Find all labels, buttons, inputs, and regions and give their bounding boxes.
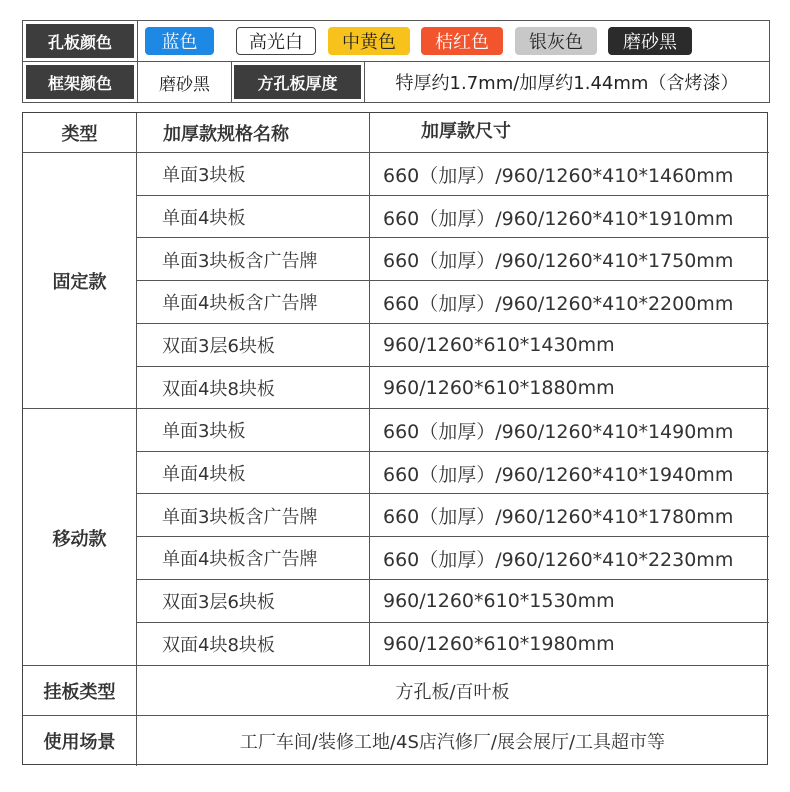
color-chip: 银灰色: [515, 27, 597, 55]
spec-size-cell: 960/1260*610*1530mm: [383, 590, 615, 613]
color-chip: 高光白: [236, 27, 316, 55]
spec-name-cell: 单面4块板: [162, 208, 246, 230]
hang-type-value: 方孔板/百叶板: [395, 682, 510, 703]
color-chip: 中黄色: [328, 27, 410, 55]
spec-name-cell: 单面3块板含广告牌: [162, 506, 318, 528]
scene-label: 使用场景: [43, 732, 116, 753]
group-label-mobile: 移动款: [52, 528, 107, 550]
spec-table: [22, 112, 768, 765]
spec-size-cell: 660（加厚）/960/1260*410*1910mm: [383, 207, 734, 230]
frame-color-label: 框架颜色: [26, 65, 134, 99]
panel-color-row: [23, 21, 769, 62]
scene-value: 工厂车间/装修工地/4S店汽修厂/展会展厅/工具超市等: [239, 732, 666, 753]
spec-name-cell: 单面4块板含广告牌: [162, 293, 318, 315]
col-header-name: 加厚款规格名称: [163, 124, 289, 145]
spec-name-cell: 双面4块8块板: [162, 634, 275, 656]
spec-size-cell: 960/1260*610*1430mm: [383, 334, 615, 357]
spec-size-cell: 660（加厚）/960/1260*410*2230mm: [383, 548, 734, 571]
spec-name-cell: 单面4块板含广告牌: [162, 549, 318, 571]
spec-name-cell: 双面3层6块板: [162, 592, 275, 614]
spec-name-cell: 双面3层6块板: [162, 336, 275, 358]
spec-name-cell: 双面4块8块板: [162, 378, 275, 400]
group-label-fixed: 固定款: [52, 272, 107, 293]
spec-size-cell: 660（加厚）/960/1260*410*2200mm: [383, 292, 734, 315]
spec-name-cell: 单面4块板: [162, 464, 246, 486]
col-header-size: 加厚款尺寸: [421, 121, 511, 142]
spec-name-cell: 单面3块板: [162, 165, 246, 187]
hang-type-label: 挂板类型: [43, 682, 116, 703]
frame-row: [23, 62, 769, 102]
spec-size-cell: 660（加厚）/960/1260*410*1490mm: [383, 420, 734, 443]
spec-size-cell: 660（加厚）/960/1260*410*1460mm: [383, 164, 734, 187]
col-header-type: 类型: [61, 124, 98, 145]
spec-name-cell: 单面3块板含广告牌: [162, 250, 318, 272]
spec-header: [22, 20, 770, 103]
color-chip: 桔红色: [421, 27, 503, 55]
thickness-label: 方孔板厚度: [234, 65, 361, 99]
panel-color-label: 孔板颜色: [26, 24, 134, 58]
spec-size-cell: 660（加厚）/960/1260*410*1750mm: [383, 250, 734, 273]
spec-name-cell: 单面3块板: [162, 421, 246, 443]
color-chip: 蓝色: [145, 27, 214, 55]
spec-size-cell: 960/1260*610*1980mm: [383, 632, 615, 655]
thickness-value: 特厚约1.7mm/加厚约1.44mm（含烤漆）: [395, 73, 739, 94]
frame-color-value: 磨砂黑: [159, 74, 210, 95]
spec-size-cell: 660（加厚）/960/1260*410*1940mm: [383, 463, 734, 486]
color-chip: 磨砂黑: [608, 27, 692, 55]
spec-size-cell: 660（加厚）/960/1260*410*1780mm: [383, 506, 734, 529]
spec-size-cell: 960/1260*610*1880mm: [383, 376, 615, 399]
